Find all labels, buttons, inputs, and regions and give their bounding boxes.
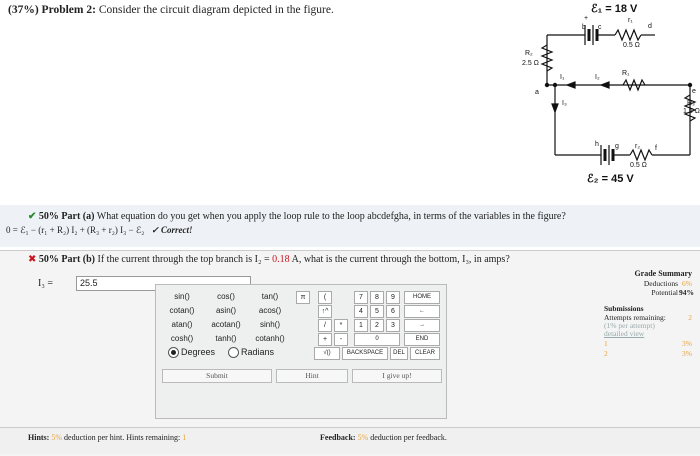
power-button[interactable]: ↑^ [318, 305, 332, 318]
submission-row-1-num: 1 [604, 339, 608, 348]
digit-1-button[interactable]: 1 [354, 319, 368, 332]
give-up-button[interactable]: I give up! [352, 369, 442, 383]
digit-8-button[interactable]: 8 [370, 291, 384, 304]
attempts-label: Attempts remaining: [604, 313, 666, 322]
home-button[interactable]: HOME [404, 291, 440, 304]
per-attempt-note: (1% per attempt) [604, 321, 655, 330]
part-b [0, 250, 700, 456]
feedback-label: Feedback: [320, 433, 356, 442]
backspace-button[interactable]: BACKSPACE [342, 347, 388, 360]
part-b-header [28, 254, 510, 265]
acotan-button[interactable]: acotan() [211, 320, 241, 329]
sqrt-button[interactable]: √() [314, 347, 340, 360]
submission-row-1-val: 3% [682, 339, 692, 348]
attempts-value: 2 [688, 313, 692, 322]
multiply-button[interactable]: * [334, 319, 348, 332]
radians-radio[interactable] [228, 347, 274, 358]
digit-4-button[interactable]: 4 [354, 305, 368, 318]
submission-row-2-num: 2 [604, 349, 608, 358]
arrow-right-button[interactable]: → [404, 319, 440, 332]
detailed-view-link[interactable]: detailed view [604, 329, 645, 338]
r2-value: 2.5 Ω [522, 60, 539, 67]
feedback-info [320, 433, 447, 442]
submit-button[interactable]: Submit [162, 369, 272, 383]
r3-value: 1.5 Ω [683, 108, 700, 115]
sinh-button[interactable]: sinh() [259, 320, 280, 329]
digit-7-button[interactable]: 7 [354, 291, 368, 304]
potential-value: 94% [679, 288, 694, 297]
tan-button[interactable]: tan() [261, 292, 279, 301]
feedback-text: deduction per feedback. [370, 433, 447, 442]
r2-label: R₂ [525, 50, 533, 57]
hints-text: deduction per hint. Hints remaining: [64, 433, 181, 442]
answer-input[interactable]: 25.5 [76, 276, 251, 291]
rside-label: R₁ [622, 70, 630, 77]
hints-percent: 5% [51, 433, 63, 442]
part-b-label: Part (b) [61, 254, 95, 265]
hints-remaining: 1 [182, 433, 187, 442]
part-a [0, 205, 700, 247]
tanh-button[interactable]: tanh() [215, 334, 237, 343]
node-f-label: f [655, 145, 657, 152]
node-d-label: d [648, 23, 652, 30]
node-e-label: e [692, 88, 696, 95]
part-a-label: Part (a) [61, 211, 95, 222]
part-a-status: ✓ Correct! [151, 225, 193, 235]
minus-button[interactable]: - [334, 333, 348, 346]
digit-3-button[interactable]: 3 [386, 319, 400, 332]
sin-button[interactable]: sin() [174, 292, 190, 301]
digit-0-button[interactable]: 0 [354, 333, 400, 346]
submission-row-2-val: 3% [682, 349, 692, 358]
cos-button[interactable]: cos() [217, 292, 235, 301]
node-c-label: c [598, 24, 602, 31]
r2-small-label: r₂ [635, 143, 641, 150]
grade-summary [598, 269, 696, 419]
part-a-score: 50% [38, 211, 59, 222]
problem-title [8, 4, 334, 16]
pi-button[interactable]: π [296, 291, 310, 304]
part-a-question: What equation do you get when you apply the loop rule to the loop abcdefgha, in terms of the variables in the figure? [96, 211, 566, 222]
hints-info [28, 433, 186, 442]
part-b-score: 50% [38, 254, 59, 265]
r1-label: r₁ [628, 17, 633, 24]
end-button[interactable]: END [404, 333, 440, 346]
arrow-left-button[interactable]: ← [404, 305, 440, 318]
radio-unselected-icon [228, 347, 239, 358]
cosh-button[interactable]: cosh() [170, 334, 194, 343]
digit-6-button[interactable]: 6 [386, 305, 400, 318]
hint-button[interactable]: Hint [276, 369, 348, 383]
current-i2-label: I₂ [595, 74, 600, 81]
current-i1-label: I₁ [560, 74, 565, 81]
digit-5-button[interactable]: 5 [370, 305, 384, 318]
node-a-label: a [535, 89, 539, 96]
atan-button[interactable]: atan() [171, 320, 193, 329]
radians-label: Radians [241, 347, 275, 357]
r1-value: 0.5 Ω [623, 42, 640, 49]
r3-label: R₃ [687, 100, 695, 107]
part-a-header [28, 211, 566, 222]
part-b-question-value: 0.18 [272, 254, 290, 265]
calculator-panel [155, 284, 447, 419]
r2-small-value: 0.5 Ω [630, 162, 647, 169]
emf1-label: ℰ₁ = 18 V [591, 3, 638, 15]
emf2-label: ℰ₂ = 45 V [587, 173, 634, 185]
degrees-radio[interactable] [168, 347, 215, 358]
node-h-label: h [595, 141, 599, 148]
plus-button[interactable]: + [318, 333, 332, 346]
feedback-percent: 5% [357, 433, 369, 442]
submissions-label: Submissions [604, 304, 644, 313]
deductions-label: Deductions [643, 279, 678, 288]
problem-number: Problem 2: [41, 4, 96, 16]
clear-button[interactable]: CLEAR [410, 347, 440, 360]
circuit-diagram [505, 0, 700, 190]
node-b-label: b [582, 24, 586, 31]
problem-percent: (37%) [8, 4, 39, 16]
radio-selected-icon [168, 347, 179, 358]
cotan-button[interactable]: cotan() [169, 306, 195, 315]
divide-button[interactable]: / [318, 319, 332, 332]
cross-icon: ✖ [28, 254, 37, 265]
digit-2-button[interactable]: 2 [370, 319, 384, 332]
plus-sign: + [584, 15, 589, 22]
cotanh-button[interactable]: cotanh() [255, 334, 285, 343]
part-a-answer: 0 = ℰ₁ − (r₁ + R₂) I₂ + (R₃ + r₂) I₃ − ℰ₂ [6, 225, 145, 235]
part-b-question-pre: If the current through the top branch is I₂ = [97, 254, 270, 265]
current-i3-label: I₃ [562, 100, 567, 107]
answer-variable-label: I₃ = [38, 278, 53, 289]
degrees-label: Degrees [181, 347, 216, 357]
problem-header [0, 0, 700, 190]
asin-button[interactable]: asin() [215, 306, 236, 315]
hints-label: Hints: [28, 433, 50, 442]
grade-summary-title: Grade Summary [634, 269, 692, 278]
digit-9-button[interactable]: 9 [386, 291, 400, 304]
acos-button[interactable]: acos() [258, 306, 282, 315]
part-b-question-post: A, what is the current through the bottom, I₃, in amps? [291, 254, 510, 265]
del-button[interactable]: DEL [390, 347, 408, 360]
potential-label: Potential [651, 288, 678, 297]
check-icon: ✔ [28, 211, 37, 222]
deductions-value: 6% [682, 279, 692, 288]
part-a-answer-line [6, 225, 192, 236]
footer-bar [0, 427, 700, 454]
problem-prompt: Consider the circuit diagram depicted in the figure. [98, 4, 334, 16]
node-g-label: g [615, 143, 619, 150]
open-paren-button[interactable]: ( [318, 291, 332, 304]
